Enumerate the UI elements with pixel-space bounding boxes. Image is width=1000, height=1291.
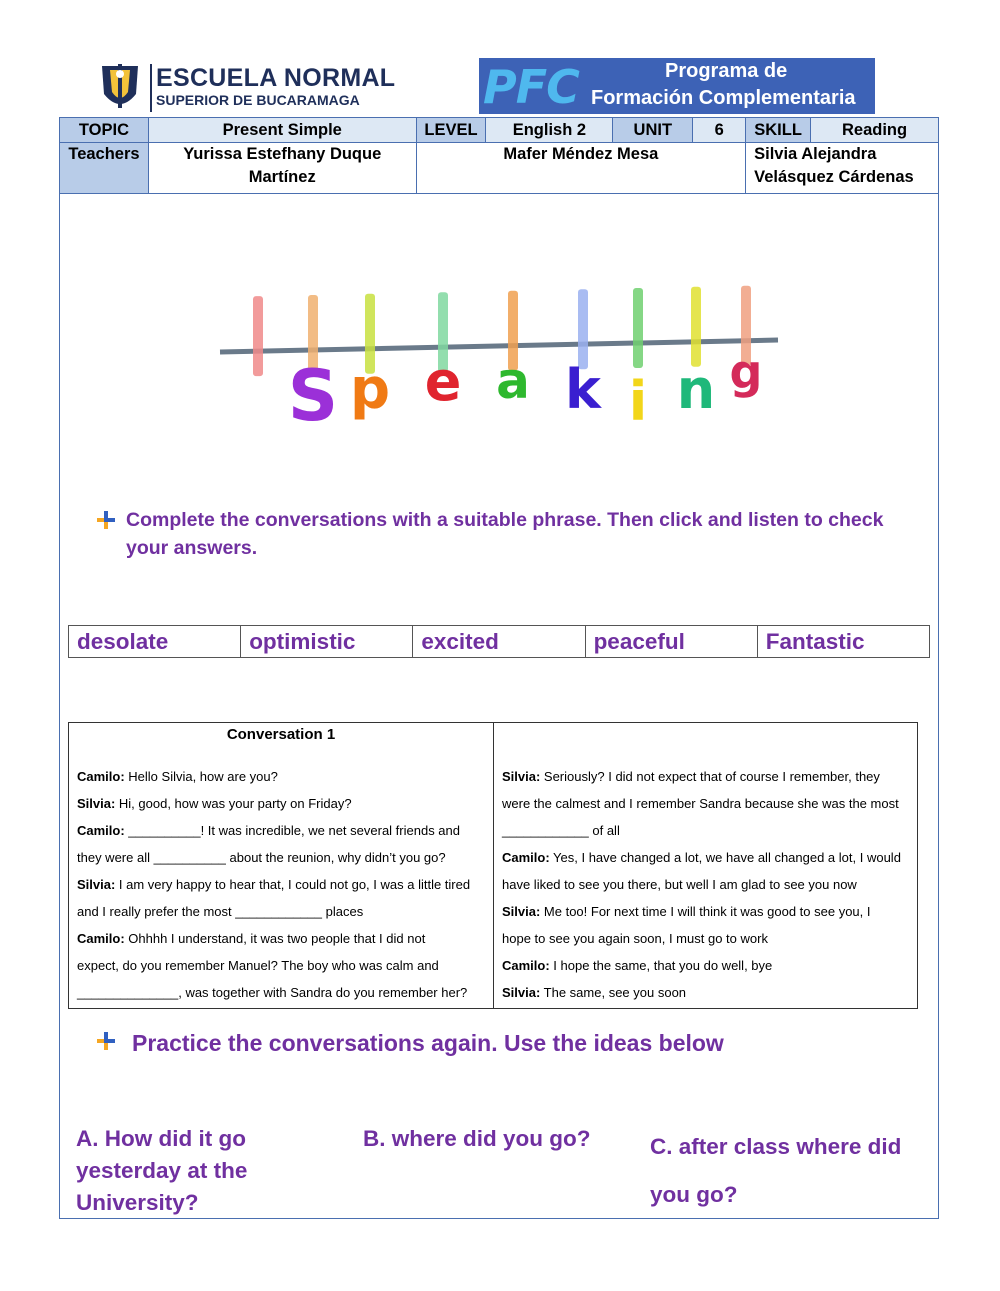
conversation-box	[68, 722, 918, 1009]
idea-a: A. How did it go yesterday at the University?	[76, 1126, 248, 1215]
speaker-name: Camilo:	[77, 931, 125, 946]
line-text: ______________, was together with Sandra do you remember her?	[77, 985, 468, 1000]
unit-value: 6	[693, 118, 746, 143]
title-letter: p	[349, 357, 391, 422]
conversation-line	[77, 790, 489, 817]
conversation-line	[502, 763, 912, 790]
conversation-line	[77, 898, 489, 925]
conversation-line	[77, 979, 489, 1006]
conversation-line	[502, 817, 912, 844]
word-bank-item[interactable]: excited	[413, 626, 585, 658]
clothespin	[691, 287, 701, 367]
line-text: Yes, I have changed a lot, we have all changed a lot, I would	[549, 850, 901, 865]
word-bank-item[interactable]: desolate	[69, 626, 241, 658]
program-banner	[479, 58, 875, 114]
line-text: hope to see you again soon, I must go to work	[502, 931, 768, 946]
conversation-line	[77, 925, 489, 952]
line-text: __________! It was incredible, we net several friends and	[124, 823, 460, 838]
conversation-line	[502, 844, 912, 871]
school-crest-icon	[96, 60, 144, 116]
clothespin	[253, 296, 263, 376]
school-name-line1: ESCUELA NORMAL	[156, 64, 396, 92]
column-divider	[493, 723, 494, 1008]
school-name-line2: SUPERIOR DE BUCARAMAGA	[156, 92, 360, 108]
line-text: I hope the same, that you do well, bye	[549, 958, 773, 973]
title-letter: i	[628, 370, 648, 433]
line-text: Hi, good, how was your party on Friday?	[115, 796, 352, 811]
conversation-title: Conversation 1	[226, 726, 336, 743]
conversation-line	[502, 925, 912, 952]
line-text: and I really prefer the most ____________ places	[77, 904, 364, 919]
conversation-right-column	[502, 763, 912, 1006]
title-letter: S	[287, 355, 339, 437]
speaker-name: Camilo:	[502, 850, 550, 865]
conversation-line	[502, 871, 912, 898]
level-label: LEVEL	[416, 118, 486, 143]
line-text: they were all __________ about the reunion, why didn’t you go?	[77, 850, 446, 865]
title-letter: a	[496, 352, 530, 410]
speaker-name: Silvia:	[502, 904, 541, 919]
line-text: ____________ of all	[502, 823, 620, 838]
clothespin	[633, 288, 643, 368]
speaker-name: Silvia:	[502, 985, 541, 1000]
conversation-line	[77, 871, 489, 898]
skill-label: SKILL	[746, 118, 811, 143]
line-text: Ohhhh I understand, it was two people that I did not	[124, 931, 426, 946]
idea-c: C. after class where did you go?	[650, 1134, 902, 1207]
conversation-line	[77, 952, 489, 979]
title-letter: n	[676, 358, 716, 421]
conversation-left-column	[77, 763, 489, 1006]
line-text: Seriously? I did not expect that of course I remember, they	[540, 769, 880, 784]
conversation-line	[77, 844, 489, 871]
instruction-complete	[96, 506, 916, 562]
speaking-title-art	[218, 280, 780, 440]
conversation-line	[502, 790, 912, 817]
skill-value: Reading	[811, 118, 939, 143]
instruction-text: Complete the conversations with a suitable phrase. Then click and listen to check your answers.	[126, 509, 884, 559]
speaker-name: Camilo:	[77, 823, 125, 838]
level-value: English 2	[486, 118, 613, 143]
line-text: were the calmest and I remember Sandra because she was the most	[502, 796, 899, 811]
speaker-name: Camilo:	[77, 769, 125, 784]
unit-label: UNIT	[613, 118, 693, 143]
topic-value: Present Simple	[148, 118, 416, 143]
line-text: Me too! For next time I will think it was good to see you, I	[540, 904, 871, 919]
teacher-2: Mafer Méndez Mesa	[416, 143, 746, 194]
line-text: have liked to see you there, but well I am glad to see you now	[502, 877, 857, 892]
line-text: I am very happy to hear that, I could not go, I was a little tired	[115, 877, 471, 892]
conversation-line	[502, 898, 912, 925]
speaker-name: Silvia:	[77, 877, 116, 892]
teachers-label: Teachers	[60, 143, 149, 194]
conversation-line	[502, 979, 912, 1006]
word-bank-item[interactable]: peaceful	[585, 626, 757, 658]
program-name-line2: Formación Complementaria	[591, 87, 856, 109]
word-bank	[68, 625, 930, 658]
bullet-icon	[96, 1031, 116, 1051]
speaker-name: Silvia:	[502, 769, 541, 784]
title-letter: e	[424, 350, 462, 413]
school-logo	[96, 60, 396, 116]
line-text: expect, do you remember Manuel? The boy who was calm and	[77, 958, 439, 973]
teacher-1: Yurissa Estefhany Duque Martínez	[148, 143, 416, 194]
conversation-line	[77, 817, 489, 844]
title-letter: g	[729, 345, 763, 399]
speaker-name: Silvia:	[77, 796, 116, 811]
program-abbreviation: PFC	[483, 60, 579, 114]
topic-label: TOPIC	[60, 118, 149, 143]
bullet-icon	[96, 510, 116, 530]
conversation-line	[77, 763, 489, 790]
instruction-practice	[96, 1027, 916, 1059]
instruction-text: Practice the conversations again. Use the ideas below	[132, 1030, 724, 1056]
teacher-3: Silvia Alejandra Velásquez Cárdenas	[746, 143, 939, 194]
title-letter: k	[565, 358, 601, 421]
line-text: The same, see you soon	[540, 985, 687, 1000]
conversation-line	[502, 952, 912, 979]
program-name-line1: Programa de	[665, 60, 788, 82]
speaker-name: Camilo:	[502, 958, 550, 973]
word-bank-item[interactable]: optimistic	[241, 626, 413, 658]
info-table	[59, 117, 939, 194]
word-bank-item[interactable]: Fantastic	[757, 626, 929, 658]
line-text: Hello Silvia, how are you?	[124, 769, 278, 784]
logo-separator	[150, 64, 152, 112]
idea-b: B. where did you go?	[363, 1126, 591, 1151]
